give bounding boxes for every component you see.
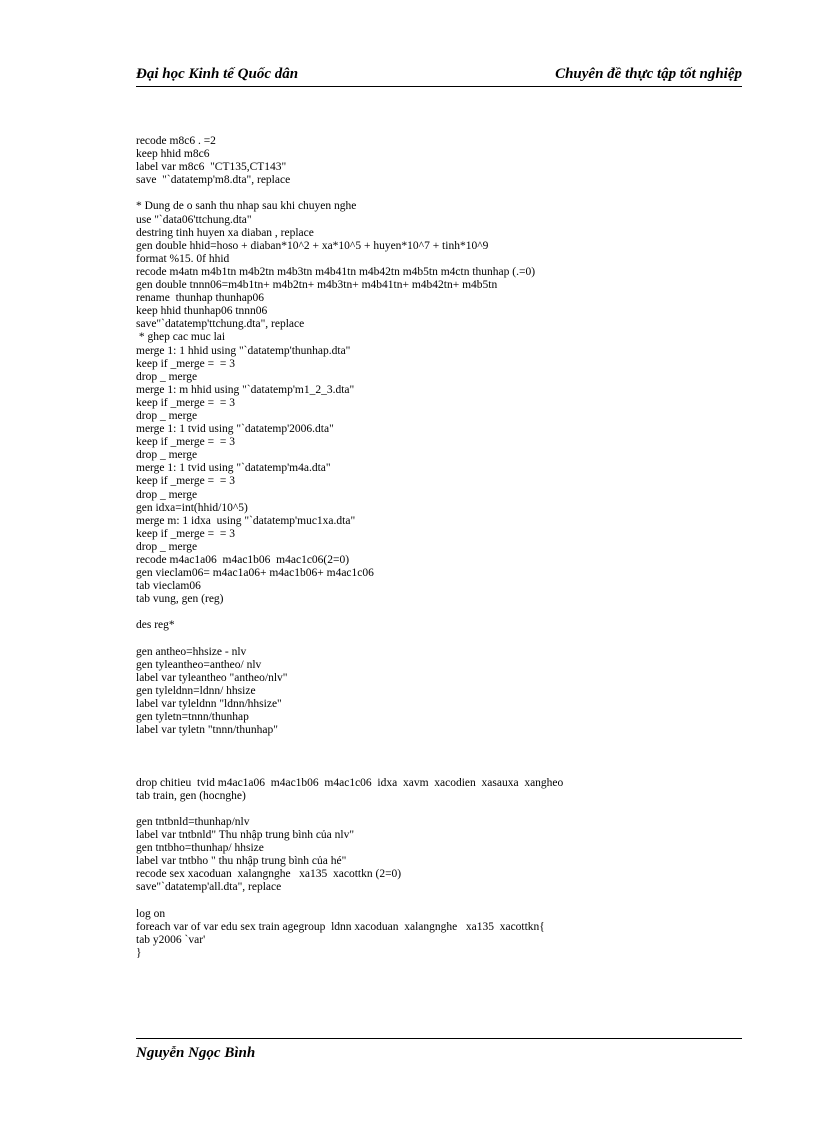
code-line: label var m8c6 "CT135,CT143" xyxy=(136,161,287,174)
code-line: merge 1: 1 tvid using "`datatemp'm4a.dta" xyxy=(136,462,331,475)
code-line: drop _ merge xyxy=(136,370,198,383)
code-line xyxy=(136,894,742,907)
code-line: recode m4ac1a06 m4ac1b06 m4ac1c06(2=0) xyxy=(136,554,350,566)
code-line: merge 1: 1 tvid using "`datatemp'2006.dta" xyxy=(136,423,334,436)
code-line: des reg* xyxy=(136,619,175,632)
code-line xyxy=(136,606,742,619)
code-line: recode sex xacoduan xalangnghe xa135 xacottkn (2=0) xyxy=(136,868,402,881)
code-line: use "`data06'ttchung.dta" xyxy=(136,213,252,226)
code-line: tab train, gen (hocnghe) xyxy=(136,789,246,802)
code-line: } xyxy=(136,946,142,959)
code-line: gen tyletn=tnnn/thunhap xyxy=(136,711,249,724)
header-university: Đại học Kinh tế Quốc dân xyxy=(136,66,299,82)
code-line: drop chitieu tvid m4ac1a06 m4ac1b06 m4ac1c06 idxa xavm xacodien xasauxa xangheo xyxy=(136,776,564,789)
code-line: gen tntbnld=thunhap/nlv xyxy=(136,815,250,828)
code-line: log on xyxy=(136,907,166,920)
code-line: label var tyletn "tnnn/thunhap" xyxy=(136,724,278,737)
code-line xyxy=(136,737,742,750)
code-line: * Dung de o sanh thu nhap sau khi chuyen nghe xyxy=(136,200,357,213)
code-line: label var tyleldnn "ldnn/hhsize" xyxy=(136,698,282,711)
code-line: save"`datatemp'ttchung.dta", replace xyxy=(136,318,305,331)
code-line: save "`datatemp'm8.dta", replace xyxy=(136,174,291,187)
code-line: keep hhid thunhap06 tnnn06 xyxy=(136,305,268,318)
code-line: drop _ merge xyxy=(136,449,198,462)
code-line: drop _ merge xyxy=(136,409,198,422)
code-line: save"`datatemp'all.dta", replace xyxy=(136,881,282,894)
code-line xyxy=(136,764,742,777)
code-line: merge 1: 1 hhid using "`datatemp'thunhap.dta" xyxy=(136,344,351,357)
code-line: tab vung, gen (reg) xyxy=(136,593,224,606)
code-line: recode m4atn m4b1tn m4b2tn m4b3tn m4b41tn m4b42tn m4b5tn m4ctn thunhap (.=0) xyxy=(136,265,536,278)
code-line: keep if _merge = = 3 xyxy=(136,527,235,540)
code-line: label var tntbnld" Thu nhập trung bình của nlv" xyxy=(136,828,355,841)
code-line xyxy=(136,803,742,816)
code-line: gen tyleldnn=ldnn/ hhsize xyxy=(136,684,256,697)
code-line: * ghep cac muc lai xyxy=(136,331,226,344)
code-line: merge 1: m hhid using "`datatemp'm1_2_3.dta" xyxy=(136,383,355,396)
code-line: merge m: 1 idxa using "`datatemp'muc1xa.dta" xyxy=(136,514,356,527)
code-line: keep if _merge = = 3 xyxy=(136,475,235,488)
code-line: label var tyleantheo "antheo/nlv" xyxy=(136,671,288,684)
code-line: destring tinh huyen xa diaban , replace xyxy=(136,226,314,239)
code-line: gen tntbho=thunhap/ hhsize xyxy=(136,842,264,855)
stata-code-block xyxy=(136,135,742,960)
code-line: gen antheo=hhsize - nlv xyxy=(136,645,247,658)
code-line: rename thunhap thunhap06 xyxy=(136,292,265,305)
code-line: foreach var of var edu sex train agegroup ldnn xacoduan xalangnghe xa135 xacottkn{ xyxy=(136,920,545,933)
code-line: gen tyleantheo=antheo/ nlv xyxy=(136,658,262,671)
code-line: gen idxa=int(hhid/10^5) xyxy=(136,501,248,514)
code-line: keep if _merge = = 3 xyxy=(136,436,235,449)
code-line: gen vieclam06= m4ac1a06+ m4ac1b06+ m4ac1c06 xyxy=(136,567,374,580)
code-line xyxy=(136,187,742,200)
page-header xyxy=(136,64,742,87)
code-line: recode m8c6 . =2 xyxy=(136,135,216,147)
code-line: drop _ merge xyxy=(136,488,198,501)
code-line xyxy=(136,633,742,646)
code-line: label var tntbho " thu nhập trung bình của hé" xyxy=(136,855,347,868)
code-line: keep if _merge = = 3 xyxy=(136,357,235,370)
code-line: gen double tnnn06=m4b1tn+ m4b2tn+ m4b3tn+ m4b41tn+ m4b42tn+ m4b5tn xyxy=(136,279,498,292)
code-line: tab y2006 `var' xyxy=(136,933,206,946)
code-line: keep if _merge = = 3 xyxy=(136,396,235,409)
header-report-title: Chuyên đề thực tập tốt nghiệp xyxy=(555,66,742,82)
code-line: format %15. 0f hhid xyxy=(136,252,230,265)
code-line xyxy=(136,750,742,763)
code-line: tab vieclam06 xyxy=(136,580,201,593)
code-line: keep hhid m8c6 xyxy=(136,148,210,161)
code-line: gen double hhid=hoso + diaban*10^2 + xa*10^5 + huyen*10^7 + tinh*10^9 xyxy=(136,239,489,252)
page-footer xyxy=(136,1038,742,1062)
code-line: drop _ merge xyxy=(136,540,198,553)
footer-author: Nguyễn Ngọc Bình xyxy=(136,1045,256,1061)
